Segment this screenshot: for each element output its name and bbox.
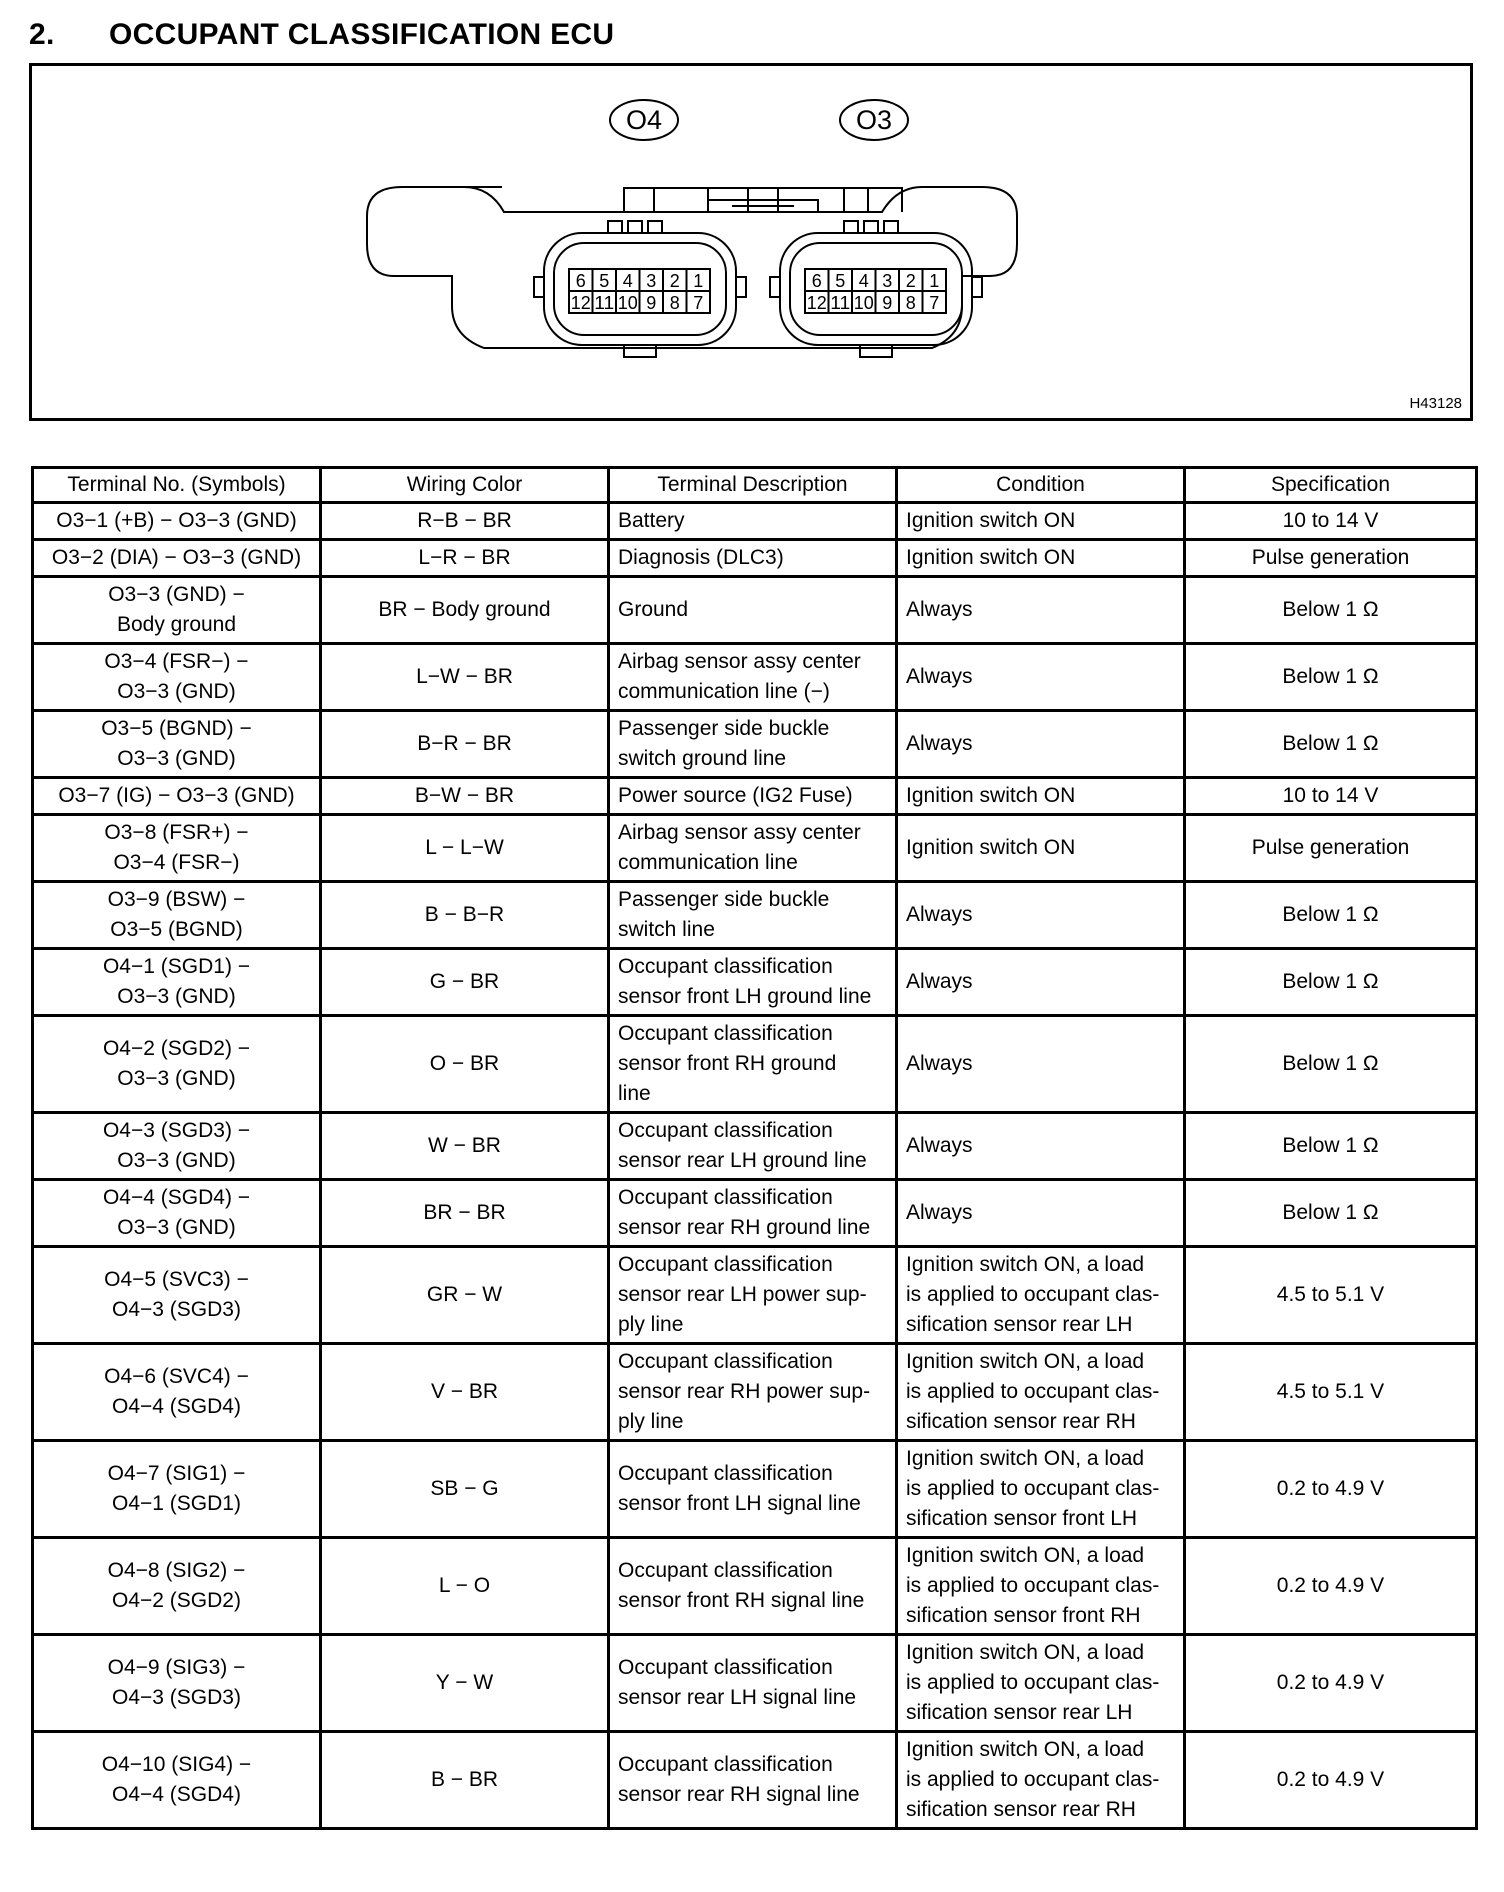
description-line: Occupant classification — [618, 955, 833, 978]
header-terminal: Terminal No. (Symbols) — [33, 468, 321, 503]
header-terminal-description: Terminal Description — [609, 468, 897, 503]
terminal-line: O3−3 (GND) — [117, 985, 236, 1008]
wiring-color-cell: G − BR — [321, 949, 609, 1016]
table-row — [33, 711, 1477, 778]
terminal-cell — [33, 1732, 321, 1829]
description-line: Occupant classification — [618, 1656, 833, 1679]
table-row — [33, 1732, 1477, 1829]
specification-cell: 0.2 to 4.9 V — [1185, 1635, 1477, 1732]
specification-cell: Below 1 Ω — [1185, 711, 1477, 778]
terminal-cell — [33, 577, 321, 644]
description-cell — [609, 711, 897, 778]
condition-line: sification sensor rear LH — [906, 1313, 1133, 1336]
o3-connector-pin-number: 2 — [905, 271, 916, 291]
description-line: sensor rear RH power sup- — [618, 1380, 871, 1403]
wiring-color-cell: B−W − BR — [321, 778, 609, 815]
o3-connector-pin-number: 11 — [830, 293, 851, 313]
table-row — [33, 540, 1477, 577]
terminal-line: O4−1 (SGD1) − — [102, 955, 251, 978]
terminal-line: O3−2 (DIA) − O3−3 (GND) — [51, 546, 302, 569]
condition-line: Always — [906, 903, 973, 926]
table-row — [33, 1344, 1477, 1441]
o3-connector-lock-bump — [864, 221, 878, 233]
o3-connector-pin-number: 1 — [929, 271, 940, 291]
terminal-line: Body ground — [116, 613, 237, 636]
table-row — [33, 815, 1477, 882]
o3-connector-pin-number: 10 — [853, 293, 874, 313]
specification-cell: Below 1 Ω — [1185, 577, 1477, 644]
wiring-color-cell: BR − Body ground — [321, 577, 609, 644]
condition-line: Always — [906, 598, 973, 621]
wiring-color-cell: B−R − BR — [321, 711, 609, 778]
terminal-cell — [33, 1441, 321, 1538]
condition-line: sification sensor rear RH — [906, 1410, 1136, 1433]
terminal-line: O4−4 (SGD4) — [112, 1395, 241, 1418]
specification-cell: Below 1 Ω — [1185, 882, 1477, 949]
table-row — [33, 1113, 1477, 1180]
description-line: Occupant classification — [618, 1350, 833, 1373]
wiring-color-cell: L − O — [321, 1538, 609, 1635]
terminal-cell — [33, 882, 321, 949]
condition-cell — [897, 882, 1185, 949]
specification-cell: Below 1 Ω — [1185, 1016, 1477, 1113]
description-cell — [609, 503, 897, 540]
o4-connector-pin-number: 8 — [669, 293, 680, 313]
table-row — [33, 577, 1477, 644]
terminal-cell — [33, 949, 321, 1016]
terminal-line: O3−4 (FSR−) — [113, 851, 240, 874]
o4-connector-pin-number: 10 — [617, 293, 638, 313]
specification-cell: 0.2 to 4.9 V — [1185, 1538, 1477, 1635]
terminal-cell — [33, 711, 321, 778]
o4-connector-pin-number: 12 — [570, 293, 591, 313]
condition-cell — [897, 1247, 1185, 1344]
description-line: switch ground line — [618, 747, 787, 770]
description-line: sensor front RH ground — [618, 1052, 837, 1075]
connector-figure — [29, 63, 1473, 421]
condition-line: is applied to occupant clas- — [906, 1477, 1160, 1500]
specification-cell: Below 1 Ω — [1185, 949, 1477, 1016]
wiring-color-cell: L − L−W — [321, 815, 609, 882]
condition-line: Always — [906, 1201, 973, 1224]
specification-cell: 10 to 14 V — [1185, 503, 1477, 540]
wiring-color-cell: W − BR — [321, 1113, 609, 1180]
description-line: Passenger side buckle — [618, 888, 830, 911]
condition-line: Ignition switch ON — [906, 836, 1076, 859]
description-line: Occupant classification — [618, 1559, 833, 1582]
wiring-color-cell: L−W − BR — [321, 644, 609, 711]
o4-connector-side-key — [736, 277, 746, 297]
ecu-connector-diagram — [32, 66, 1470, 418]
terminal-line: O3−9 (BSW) − — [107, 888, 246, 911]
terminal-line: O3−3 (GND) — [117, 1067, 236, 1090]
specification-cell: Pulse generation — [1185, 540, 1477, 577]
description-cell — [609, 577, 897, 644]
condition-cell — [897, 644, 1185, 711]
condition-line: Ignition switch ON — [906, 784, 1076, 807]
table-row — [33, 503, 1477, 540]
wiring-color-cell: B − B−R — [321, 882, 609, 949]
description-line: Occupant classification — [618, 1462, 833, 1485]
terminal-line: O4−4 (SGD4) − — [102, 1186, 251, 1209]
description-line: Ground — [618, 598, 689, 621]
table-row — [33, 1538, 1477, 1635]
specification-cell: Below 1 Ω — [1185, 1180, 1477, 1247]
o4-connector-lock-bump — [648, 221, 662, 233]
o3-connector-pin-number: 6 — [811, 271, 822, 291]
connector-label-o3: O3 — [855, 105, 893, 135]
description-line: Battery — [618, 509, 685, 532]
description-line: ply line — [618, 1313, 684, 1336]
description-cell — [609, 1247, 897, 1344]
description-line: sensor rear RH signal line — [618, 1783, 860, 1806]
section-heading — [29, 18, 614, 52]
wiring-color-cell: R−B − BR — [321, 503, 609, 540]
terminal-line: O4−6 (SVC4) − — [104, 1365, 249, 1388]
description-line: sensor front LH signal line — [618, 1492, 861, 1515]
description-cell — [609, 815, 897, 882]
terminal-line: O4−5 (SVC3) − — [104, 1268, 249, 1291]
condition-line: Ignition switch ON, a load — [906, 1738, 1145, 1761]
terminal-line: O3−3 (GND) — [117, 1216, 236, 1239]
description-line: sensor rear LH signal line — [618, 1686, 857, 1709]
description-line: communication line (−) — [618, 680, 830, 703]
condition-cell — [897, 503, 1185, 540]
terminal-cell — [33, 1113, 321, 1180]
section-title: OCCUPANT CLASSIFICATION ECU — [109, 18, 615, 51]
description-line: Power source (IG2 Fuse) — [618, 784, 853, 807]
o3-connector-pin-number: 9 — [882, 293, 893, 313]
description-line: switch line — [618, 918, 715, 941]
wiring-color-cell: BR − BR — [321, 1180, 609, 1247]
terminal-line: O3−7 (IG) − O3−3 (GND) — [58, 784, 295, 807]
terminal-cell — [33, 1180, 321, 1247]
header-wiring-color: Wiring Color — [321, 468, 609, 503]
terminal-line: O4−3 (SGD3) — [112, 1298, 241, 1321]
terminal-line: O4−8 (SIG2) − — [107, 1559, 246, 1582]
terminal-line: O3−3 (GND) − — [108, 583, 245, 606]
condition-line: Ignition switch ON, a load — [906, 1447, 1145, 1470]
terminal-cell — [33, 1635, 321, 1732]
condition-line: is applied to occupant clas- — [906, 1768, 1160, 1791]
header-condition: Condition — [897, 468, 1185, 503]
terminal-line: O3−3 (GND) — [117, 747, 236, 770]
terminal-cell — [33, 1247, 321, 1344]
table-row — [33, 1016, 1477, 1113]
description-line: Airbag sensor assy center — [618, 650, 861, 673]
o3-connector-pin-number: 7 — [929, 293, 940, 313]
o3-connector-pin-number: 4 — [858, 271, 869, 291]
terminal-line: O4−3 (SGD3) − — [102, 1119, 251, 1142]
terminal-cell — [33, 815, 321, 882]
terminal-line: O3−3 (GND) — [117, 1149, 236, 1172]
condition-line: is applied to occupant clas- — [906, 1283, 1160, 1306]
condition-line: Always — [906, 732, 973, 755]
condition-line: Ignition switch ON, a load — [906, 1544, 1145, 1567]
specification-cell: Below 1 Ω — [1185, 644, 1477, 711]
condition-line: Ignition switch ON — [906, 546, 1076, 569]
condition-cell — [897, 1635, 1185, 1732]
description-line: Occupant classification — [618, 1119, 833, 1142]
condition-line: sification sensor front LH — [906, 1507, 1138, 1530]
condition-line: Ignition switch ON, a load — [906, 1253, 1145, 1276]
terminal-cell — [33, 778, 321, 815]
table-row — [33, 1441, 1477, 1538]
condition-cell — [897, 540, 1185, 577]
o4-connector-pin-number: 11 — [594, 293, 615, 313]
condition-line: sification sensor rear RH — [906, 1798, 1136, 1821]
description-line: communication line — [618, 851, 798, 874]
table-row — [33, 1180, 1477, 1247]
table-row — [33, 1635, 1477, 1732]
terminal-line: O4−4 (SGD4) — [112, 1783, 241, 1806]
o4-connector-pin-number: 3 — [646, 271, 657, 291]
o3-connector-side-key — [770, 277, 780, 297]
condition-line: Ignition switch ON, a load — [906, 1641, 1145, 1664]
terminal-cell — [33, 540, 321, 577]
condition-line: Ignition switch ON — [906, 509, 1076, 532]
terminal-cell — [33, 1538, 321, 1635]
wiring-color-cell: L−R − BR — [321, 540, 609, 577]
table-row — [33, 949, 1477, 1016]
description-line: sensor rear LH ground line — [618, 1149, 867, 1172]
description-cell — [609, 1441, 897, 1538]
condition-line: is applied to occupant clas- — [906, 1671, 1160, 1694]
wiring-color-cell: Y − W — [321, 1635, 609, 1732]
table-row — [33, 778, 1477, 815]
description-cell — [609, 1635, 897, 1732]
condition-line: Always — [906, 1134, 973, 1157]
terminal-line: O3−5 (BGND) − — [101, 717, 252, 740]
wiring-color-cell: SB − G — [321, 1441, 609, 1538]
o4-connector-lock-bump — [608, 221, 622, 233]
condition-cell — [897, 1113, 1185, 1180]
description-line: sensor rear RH ground line — [618, 1216, 871, 1239]
o4-connector-pin-number: 2 — [669, 271, 680, 291]
table-row — [33, 882, 1477, 949]
terminal-line: O3−5 (BGND) — [110, 918, 243, 941]
figure-id: H43128 — [1409, 395, 1462, 412]
condition-line: is applied to occupant clas- — [906, 1380, 1160, 1403]
description-cell — [609, 1016, 897, 1113]
condition-cell — [897, 1180, 1185, 1247]
condition-line: is applied to occupant clas- — [906, 1574, 1160, 1597]
o4-connector-bottom-tab — [624, 345, 656, 357]
terminal-line: O3−8 (FSR+) − — [104, 821, 249, 844]
specification-cell: Below 1 Ω — [1185, 1113, 1477, 1180]
description-cell — [609, 1180, 897, 1247]
terminal-spec-table — [31, 466, 1478, 1830]
terminal-line: O4−10 (SIG4) − — [101, 1753, 252, 1776]
table-header-row — [33, 468, 1477, 503]
description-cell — [609, 1113, 897, 1180]
o3-connector-pin-number: 8 — [905, 293, 916, 313]
o3-connector-lock-bump — [844, 221, 858, 233]
o3-connector-pin-number: 5 — [835, 271, 846, 291]
specification-cell: Pulse generation — [1185, 815, 1477, 882]
description-cell — [609, 1732, 897, 1829]
condition-cell — [897, 577, 1185, 644]
terminal-line: O4−2 (SGD2) — [112, 1589, 241, 1612]
description-cell — [609, 949, 897, 1016]
connector-label-o4: O4 — [625, 105, 663, 135]
description-line: line — [618, 1082, 651, 1105]
wiring-color-cell: GR − W — [321, 1247, 609, 1344]
description-line: Airbag sensor assy center — [618, 821, 861, 844]
condition-line: Always — [906, 970, 973, 993]
terminal-line: O3−1 (+B) − O3−3 (GND) — [56, 509, 297, 532]
wiring-color-cell: V − BR — [321, 1344, 609, 1441]
o4-connector-pin-number: 7 — [693, 293, 704, 313]
description-line: Passenger side buckle — [618, 717, 830, 740]
description-line: sensor front LH ground line — [618, 985, 872, 1008]
description-line: ply line — [618, 1410, 684, 1433]
section-number: 2. — [29, 18, 55, 51]
description-line: sensor front RH signal line — [618, 1589, 865, 1612]
description-line: Occupant classification — [618, 1022, 833, 1045]
description-cell — [609, 540, 897, 577]
terminal-cell — [33, 503, 321, 540]
terminal-line: O4−1 (SGD1) — [112, 1492, 241, 1515]
terminal-line: O4−2 (SGD2) − — [102, 1037, 251, 1060]
o4-connector-side-key — [534, 277, 544, 297]
ecu-housing-outline — [367, 187, 1017, 348]
o4-connector-pin-number: 5 — [599, 271, 610, 291]
description-line: sensor rear LH power sup- — [618, 1283, 867, 1306]
o4-connector-pin-number: 4 — [622, 271, 633, 291]
o4-connector-pin-number: 9 — [646, 293, 657, 313]
condition-cell — [897, 1441, 1185, 1538]
condition-cell — [897, 949, 1185, 1016]
description-line: Occupant classification — [618, 1253, 833, 1276]
terminal-cell — [33, 1344, 321, 1441]
o4-connector-pin-number: 1 — [693, 271, 704, 291]
condition-cell — [897, 1538, 1185, 1635]
specification-cell: 10 to 14 V — [1185, 778, 1477, 815]
condition-line: sification sensor rear LH — [906, 1701, 1133, 1724]
table-row — [33, 644, 1477, 711]
header-specification: Specification — [1185, 468, 1477, 503]
condition-cell — [897, 1732, 1185, 1829]
terminal-line: O4−7 (SIG1) − — [107, 1462, 246, 1485]
specification-cell: 0.2 to 4.9 V — [1185, 1441, 1477, 1538]
o4-connector-pin-number: 6 — [575, 271, 586, 291]
description-cell — [609, 644, 897, 711]
description-line: Occupant classification — [618, 1753, 833, 1776]
terminal-line: O4−3 (SGD3) — [112, 1686, 241, 1709]
terminal-line: O3−4 (FSR−) − — [104, 650, 249, 673]
condition-line: sification sensor front RH — [906, 1604, 1141, 1627]
condition-cell — [897, 711, 1185, 778]
condition-cell — [897, 1016, 1185, 1113]
condition-cell — [897, 1344, 1185, 1441]
description-cell — [609, 1344, 897, 1441]
description-cell — [609, 778, 897, 815]
condition-line: Always — [906, 665, 973, 688]
terminal-line: O3−3 (GND) — [117, 680, 236, 703]
o3-connector-lock-bump — [884, 221, 898, 233]
description-cell — [609, 882, 897, 949]
description-line: Occupant classification — [618, 1186, 833, 1209]
o3-connector-pin-number: 12 — [806, 293, 827, 313]
specification-cell: 4.5 to 5.1 V — [1185, 1247, 1477, 1344]
o3-connector-pin-number: 3 — [882, 271, 893, 291]
condition-line: Always — [906, 1052, 973, 1075]
o3-connector-side-key — [972, 277, 982, 297]
specification-cell: 0.2 to 4.9 V — [1185, 1732, 1477, 1829]
terminal-line: O4−9 (SIG3) − — [107, 1656, 246, 1679]
condition-line: Ignition switch ON, a load — [906, 1350, 1145, 1373]
condition-cell — [897, 815, 1185, 882]
terminal-cell — [33, 644, 321, 711]
description-cell — [609, 1538, 897, 1635]
wiring-color-cell: O − BR — [321, 1016, 609, 1113]
table-row — [33, 1247, 1477, 1344]
wiring-color-cell: B − BR — [321, 1732, 609, 1829]
o4-connector-lock-bump — [628, 221, 642, 233]
terminal-cell — [33, 1016, 321, 1113]
condition-cell — [897, 778, 1185, 815]
specification-cell: 4.5 to 5.1 V — [1185, 1344, 1477, 1441]
o3-connector-bottom-tab — [860, 345, 892, 357]
description-line: Diagnosis (DLC3) — [618, 546, 784, 569]
